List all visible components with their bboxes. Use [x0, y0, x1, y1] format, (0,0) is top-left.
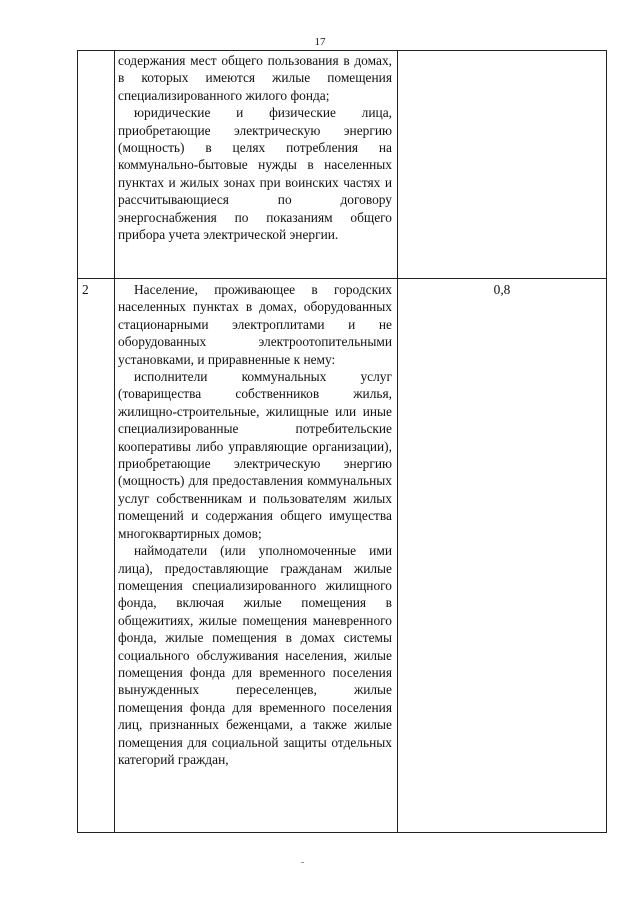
- description-paragraph: Население, проживающее в городских населенных пунктах в домах, оборудованных стационарными электроплитами и не оборудованных электроотопительными установками, и приравненные к нему:: [118, 282, 392, 367]
- column-divider: [397, 51, 398, 832]
- row-divider: [78, 278, 606, 279]
- tariff-table: [77, 50, 607, 833]
- row-description: [118, 52, 392, 243]
- row-description: [118, 281, 392, 768]
- row-value: 0,8: [493, 282, 511, 297]
- description-paragraph: юридические и физические лица, приобретающие электрическую энергию (мощность) в целях потребления на коммунально-бытовые нужды в населенных пунктах и жилых зонах при воинских частях и рассчитывающиеся по договору энергоснабжения по показаниям общего прибора учета электрической энергии.: [118, 105, 392, 243]
- description-paragraph: содержания мест общего пользования в домах, в которых имеются жилые помещения специализированного жилого фонда;: [118, 53, 392, 103]
- row-number: 2: [82, 282, 89, 297]
- scan-speck: [301, 862, 304, 863]
- column-divider: [114, 51, 115, 832]
- page-number: 17: [314, 36, 326, 48]
- description-paragraph: исполнители коммунальных услуг (товарищества собственников жилья, жилищно-строительные, жилищные или иные специализированные потребительские кооперативы либо управляющие организации), приобретающие электрическую энергию (мощность) для предоставления коммунальных услуг собственникам и пользователям жилых помещений и содержания общего имущества многоквартирных домов;: [118, 369, 392, 541]
- description-paragraph: наймодатели (или уполномоченные ими лица), предоставляющие гражданам жилые помещения специализированного жилищного фонда, включая жилые помещения в общежитиях, жилые помещения маневренного фонда, жилые помещения в домах системы социального обслуживания населения, жилые помещения фонда для временного поселения вынужденных переселенцев, жилые помещения фонда для временного поселения лиц, признанных беженцами, а также жилые помещения для социальной защиты отдельных категорий граждан,: [118, 543, 392, 767]
